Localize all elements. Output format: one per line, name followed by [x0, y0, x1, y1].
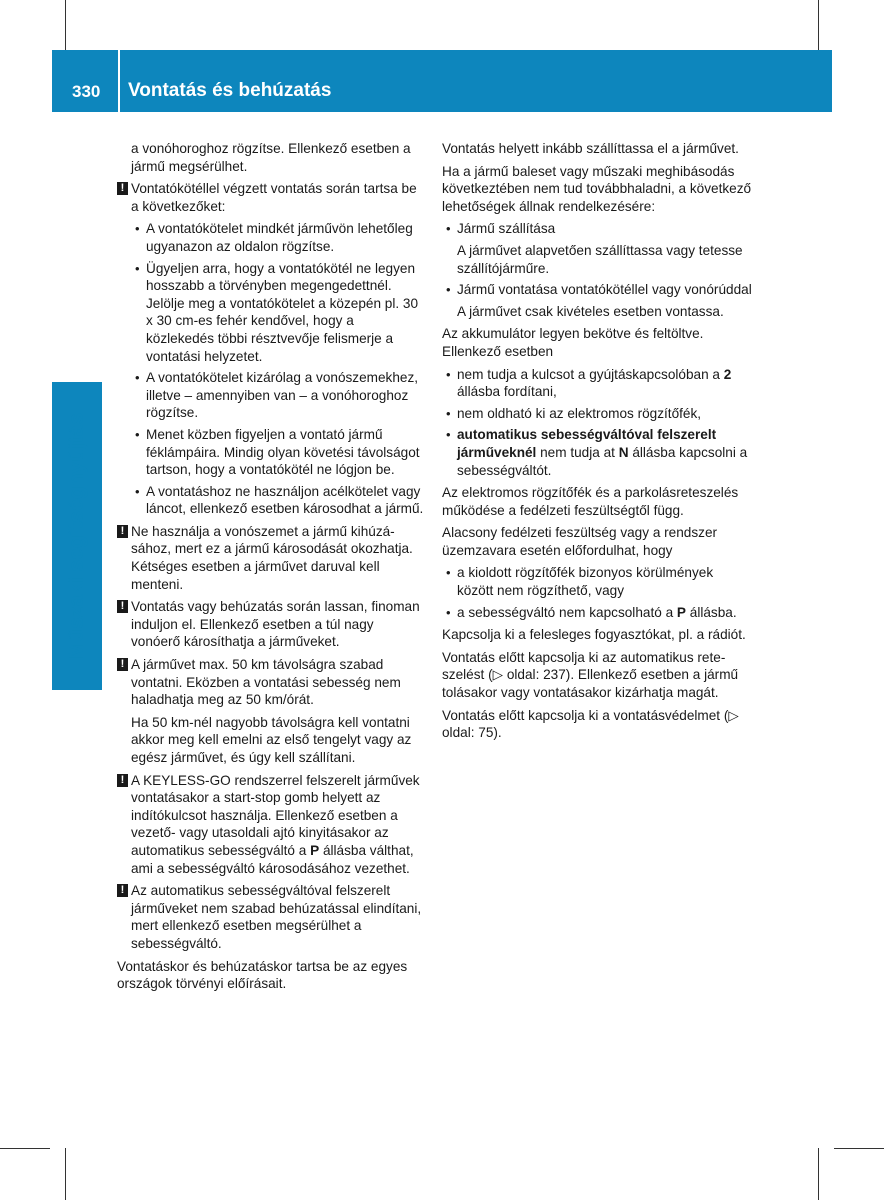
warning-icon: ! [117, 658, 128, 671]
paragraph: Az elektromos rögzítőfék és a parkolásreteszelés működése a fedélzeti feszültségtől függ. [442, 485, 739, 518]
paragraph: Az akkumulátor legyen bekötve és feltöltve. Ellenkező esetben [442, 326, 704, 359]
list-item: • Ügyeljen arra, hogy a vontatókötél ne legyen hosszabb a törvényben megengedettnél. Jelölje meg a vontatókötelet a közepén pl. 30 x 30 cm-es fehér kendővel, hogy a közlekedés többi résztvevője felismerje a vontatási helyzetet. [135, 260, 419, 364]
crop-mark [65, 0, 66, 50]
crop-mark [834, 1148, 884, 1149]
warning-block [117, 882, 425, 952]
header-divider [118, 50, 120, 112]
paragraph: Vontatás előtt kapcsolja ki a vontatásvédelmet (▷ oldal: 75). [442, 707, 739, 741]
bullet-list [442, 220, 752, 320]
right-column [442, 140, 752, 747]
paragraph: Vontatáskor és behúzatáskor tartsa be az egyes országok törvényi előírásait. [117, 958, 408, 992]
list-item: • A vontatókötelet mindkét járművön lehetőleg ugyanazon az oldalon rögzítse. [135, 221, 413, 254]
warning-text: Ne használja a vonószemet a jármű kihúzásához, mert ez a jármű károsodását okozhatja. Kétséges esetben a járművet daruval kell menteni. [131, 523, 413, 592]
paragraph: Vontatás helyett inkább szállíttassa el a járművet. [442, 141, 739, 156]
paragraph: Ha a jármű baleset vagy műszaki meghibásodás következtében nem tud továbbhaladni, a következő lehetőségek állnak rendelkezésére: [442, 163, 752, 214]
list-item: • nem tudja a kulcsot a gyújtáskapcsolóban a 2 állásba fordítani, [446, 366, 732, 400]
paragraph: a vonóhoroghoz rögzítse. Ellenkező esetben a jármű megsérülhet. [131, 141, 411, 174]
page-title: Vontatás és behúzatás [128, 80, 332, 101]
list-item: • Jármű szállítása A járművet alapvetően szállíttassa vagy tetesse szállítójárműre. [446, 221, 743, 276]
list-item: • automatikus sebességváltóval felszerelt járműveknél nem tudja at N állásba kapcsolni a sebességváltót. [446, 427, 748, 478]
crop-mark [818, 0, 819, 50]
list-item: • a kioldott rögzítőfék bizonyos körülmények között nem rögzíthető, vagy [446, 565, 714, 599]
warning-icon: ! [117, 600, 128, 613]
bullet-list [442, 366, 752, 480]
warning-text: A KEYLESS-GO rendszerrel felszerelt járművek vontatásakor a start-stop gomb helyett az indítókulcsot használja. Ellenkező esetben a vezető- vagy utasoldali ajtó kinyitásakor az automatikus sebességváltó a P állásba válthat, ami a sebességváltó károsodásához vezethet. [131, 772, 420, 876]
warning-icon: ! [117, 884, 128, 897]
warning-text: Vontatókötéllel végzett vontatás során tartsa be a következőket: [131, 181, 417, 214]
crop-mark [818, 1148, 819, 1200]
left-column [117, 140, 425, 998]
warning-text: Az automatikus sebességváltóval felszerelt járműveket nem szabad behúzatással elindítani, mert ellenkező esetben megsérülhet a sebességváltó. [131, 883, 422, 951]
side-tab-label: Műszaki segítségnyújtás [65, 412, 88, 660]
crop-mark [65, 1148, 66, 1200]
list-item: • A vontatáshoz ne használjon acélkötelet vagy láncot, ellenkező esetben károsodhat a jármű. [135, 483, 424, 517]
warning-icon: ! [117, 774, 128, 787]
warning-block [117, 523, 425, 593]
list-item: • Jármű vontatása vontatókötéllel vagy vonórúddal A járművet csak kivételes esetben vontassa. [446, 282, 752, 319]
bullet-list [442, 564, 752, 621]
warning-text: A járművet max. 50 km távolságra szabad vontatni. Eközben a vontatási sebesség nem haladhatja meg az 50 km/órát. [131, 657, 401, 708]
list-item: • a sebességváltó nem kapcsolható a P állásba. [446, 604, 737, 620]
warning-block [117, 598, 425, 651]
list-item: • nem oldható ki az elektromos rögzítőfék, [446, 405, 702, 421]
bullet-list [131, 220, 425, 518]
list-item: • A vontatókötelet kizárólag a vonószemekhez, illetve – amennyiben van – a vonóhoroghoz rögzítse. [135, 370, 419, 421]
page-number: 330 [72, 82, 101, 101]
warning-text: Vontatás vagy behúzatás során lassan, finoman induljon el. Ellenkező esetben a túl nagy vonóerő károsíthatja a járműveket. [131, 599, 420, 650]
paragraph: Alacsony fedélzeti feszültség vagy a rendszer üzemzavara esetén előfordulhat, hogy [442, 525, 718, 558]
paragraph: Kapcsolja ki a felesleges fogyasztókat, pl. a rádiót. [442, 627, 746, 643]
warning-icon: ! [117, 525, 128, 538]
list-item: • Menet közben figyeljen a vontató jármű féklámpáira. Mindig olyan követési távolságot tartson, hogy a vontatókötél ne lógjon be. [135, 426, 420, 478]
warning-block [117, 656, 425, 767]
warning-text: Ha 50 km-nél nagyobb távolságra kell vontatni akkor meg kell emelni az első tengelyt vagy az egész járművet, és úgy kell szállítani. [131, 714, 412, 765]
paragraph: Vontatás előtt kapcsolja ki az automatikus reteszelést (▷ oldal: 237). Ellenkező esetben a jármű tolásakor vagy vontatásakor kizárhatja magát. [442, 649, 739, 701]
warning-block [117, 772, 425, 878]
warning-block [117, 180, 425, 518]
warning-icon: ! [117, 182, 128, 195]
crop-mark [0, 1148, 50, 1149]
